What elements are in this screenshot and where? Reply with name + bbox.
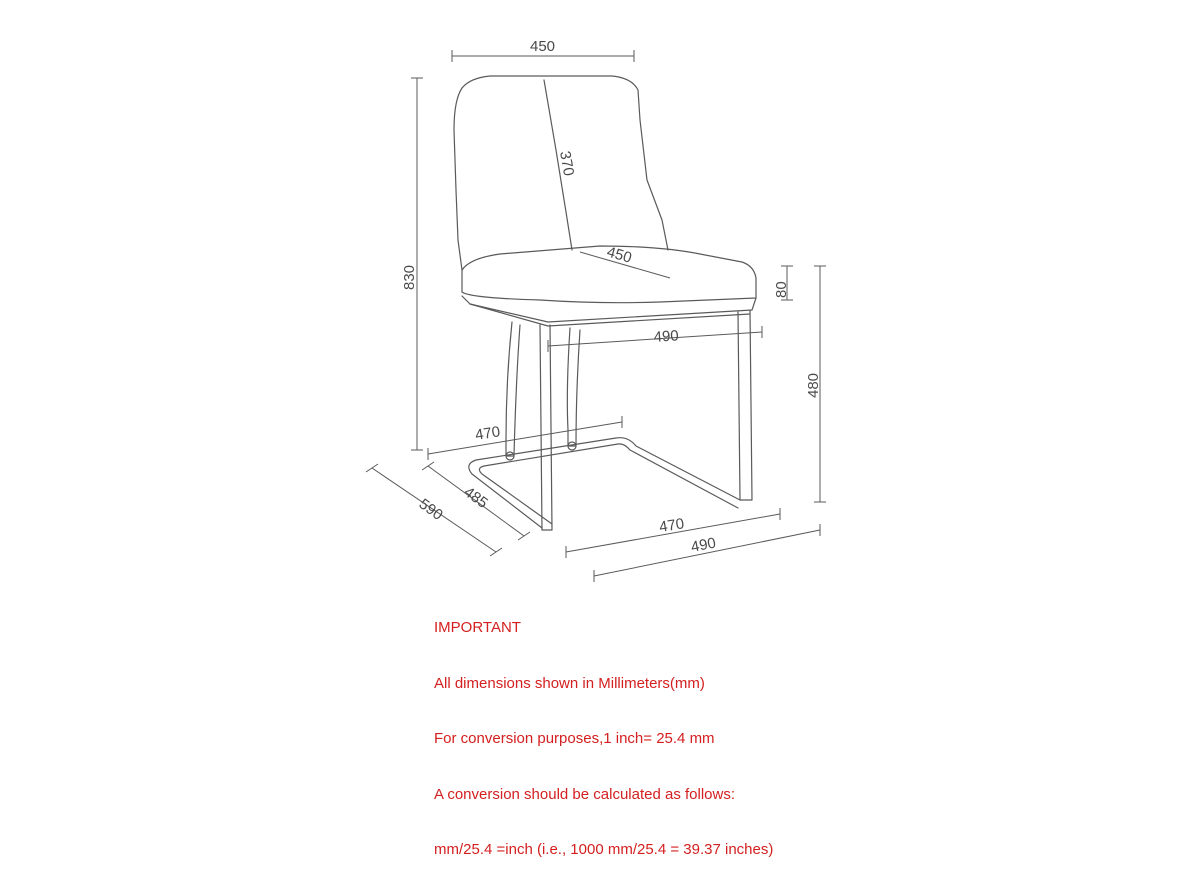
dim-top-width: 450 bbox=[530, 38, 556, 55]
dim-base-width-inner: 470 bbox=[657, 515, 686, 536]
seat-cushion-front bbox=[462, 270, 756, 303]
note-line-2: For conversion purposes,1 inch= 25.4 mm bbox=[434, 730, 715, 747]
dim-depth-inner: 485 bbox=[460, 483, 491, 512]
dim-seat-height: 480 bbox=[805, 372, 822, 398]
dim-seat-width: 490 bbox=[653, 327, 680, 346]
frame-rear-left-leg bbox=[506, 322, 520, 456]
important-note bbox=[434, 582, 773, 878]
note-line-3: A conversion should be calculated as follows: bbox=[434, 785, 736, 803]
base-runner-left bbox=[469, 438, 740, 528]
backrest-left-edge bbox=[454, 88, 462, 270]
frame-rear-right-leg bbox=[567, 328, 580, 446]
dim-back-height: 370 bbox=[556, 149, 578, 178]
frame-front-left-leg bbox=[540, 325, 552, 530]
dim-width-outer: 490 bbox=[689, 534, 718, 556]
dim-total-height: 830 bbox=[401, 264, 418, 290]
dim-depth-outer: 590 bbox=[415, 495, 446, 524]
note-line-4: mm/25.4 =inch (i.e., 1000 mm/25.4 = 39.37 inches) bbox=[434, 841, 774, 858]
dim-seat-thickness: 80 bbox=[773, 281, 790, 298]
dim-line-base-depth bbox=[428, 422, 622, 454]
note-line-1: All dimensions shown in Millimeters(mm) bbox=[434, 674, 705, 692]
dim-base-depth-inner: 470 bbox=[473, 423, 502, 444]
note-heading: IMPORTANT bbox=[434, 619, 521, 636]
dim-seat-depth: 450 bbox=[604, 243, 634, 267]
base-runner-inner bbox=[479, 444, 738, 524]
frame-front-right-leg bbox=[738, 310, 752, 500]
